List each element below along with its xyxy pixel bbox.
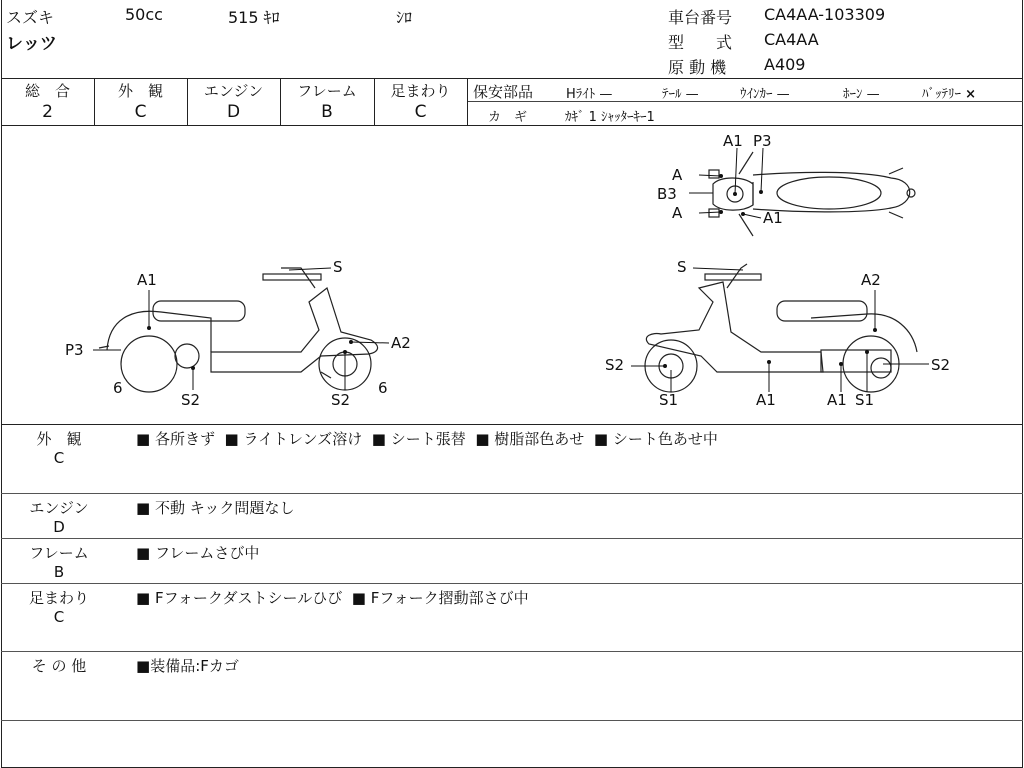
label-left-a2: A2: [391, 334, 411, 352]
label-right-s2-right: S2: [931, 356, 951, 374]
remark-items-engine: ■ 不動 キック問題なし: [136, 499, 295, 517]
remark-grade-exterior: C: [53, 449, 65, 467]
key-value: ｶｷﾞ 1 ｼｬｯﾀｰｷｰ1: [565, 110, 655, 125]
bullet-icon: ■: [351, 589, 366, 607]
label-top-a1-lower: A1: [763, 209, 783, 227]
label-right-s: S: [677, 258, 687, 276]
displacement: 50cc: [125, 5, 163, 24]
label-right-a1-right: A1: [827, 391, 847, 409]
label-right-s1-right: S1: [855, 391, 875, 409]
label-right-s2-left: S2: [605, 356, 625, 374]
label-right-a1-mid: A1: [756, 391, 776, 409]
label-top-b3: B3: [657, 185, 677, 203]
label-left-s2-right: S2: [331, 391, 351, 409]
label-left-a1: A1: [137, 271, 157, 289]
frame-no: CA4AA-103309: [764, 5, 886, 24]
label-left-6-left: 6: [113, 379, 123, 397]
grade-value-suspension: C: [414, 102, 427, 122]
model-name: レッツ: [6, 34, 57, 54]
remark-category-engine: エンジン: [29, 499, 89, 517]
scooter-top-view: [709, 152, 915, 236]
label-left-s: S: [333, 258, 343, 276]
grade-value-engine: D: [226, 102, 241, 122]
label-right-a2: A2: [861, 271, 881, 289]
safety-item-winker: ｳｲﾝｶｰ —: [740, 87, 790, 102]
label-top-p3: P3: [753, 132, 772, 150]
remark-grade-suspension: C: [53, 608, 65, 626]
grade-label-suspension: 足まわり: [390, 82, 451, 100]
label-left-6-right: 6: [378, 379, 388, 397]
scooter-diagram: [1, 126, 1021, 424]
maker: スズキ: [6, 8, 55, 27]
safety-item-headlight: Hﾗｲﾄ —: [566, 87, 613, 102]
bullet-icon: ■: [224, 430, 239, 448]
rule: [1, 720, 1023, 721]
safety-label: 保安部品: [473, 83, 534, 101]
remark-grade-frame: B: [53, 563, 65, 581]
grade-label-overall: 総 合: [24, 82, 70, 100]
mileage: 515 ｷﾛ: [228, 8, 280, 27]
label-top-a-upper: A: [672, 166, 683, 184]
bullet-icon: ■: [371, 430, 386, 448]
rule: [1, 78, 1023, 79]
engine-value: A409: [764, 55, 806, 74]
remark-items-exterior: ■ 各所きず ■ ライトレンズ溶け ■ シート張替 ■ 樹脂部色あせ ■ シート色あせ中: [136, 430, 718, 448]
bullet-icon: ■: [136, 657, 151, 675]
safety-item-tail: ﾃｰﾙ —: [662, 87, 699, 102]
color: ｼﾛ: [396, 8, 413, 27]
label-left-p3: P3: [65, 341, 84, 359]
bullet-icon: ■: [136, 589, 151, 607]
rule: [1, 651, 1023, 652]
key-label: カ ギ: [488, 110, 528, 125]
remark-grade-engine: D: [53, 518, 65, 536]
rule: [1, 493, 1023, 494]
rule: [467, 78, 468, 125]
remark-items-suspension: ■ Fフォークダストシールひび ■ Fフォーク摺動部さび中: [136, 589, 529, 607]
safety-item-horn: ﾎｰﾝ —: [843, 87, 880, 102]
engine-label: 原 動 機: [668, 58, 727, 77]
remark-items-frame: ■ フレームさび中: [136, 544, 260, 562]
bullet-icon: ■: [136, 499, 151, 517]
type-label: 型 式: [668, 33, 733, 52]
remark-category-other: そ の 他: [31, 657, 87, 675]
grade-value-frame: B: [321, 102, 333, 122]
type-value: CA4AA: [764, 30, 819, 49]
bullet-icon: ■: [136, 544, 151, 562]
rule: [1, 424, 1023, 425]
grade-value-exterior: C: [134, 102, 147, 122]
remark-category-suspension: 足まわり: [28, 589, 89, 607]
grade-label-frame: フレーム: [297, 82, 357, 100]
bullet-icon: ■: [593, 430, 609, 448]
label-top-a1: A1: [723, 132, 743, 150]
remark-category-exterior: 外 観: [36, 430, 82, 448]
grade-label-exterior: 外 観: [117, 82, 163, 100]
bullet-icon: ■: [475, 430, 490, 448]
bullet-icon: ■: [136, 430, 151, 448]
safety-item-battery: ﾊﾞｯﾃﾘｰ ×: [922, 87, 977, 102]
rule: [1, 538, 1023, 539]
remark-items-other: ■装備品:Fカゴ: [136, 657, 239, 675]
grade-value-overall: 2: [42, 102, 53, 122]
label-left-s2-left: S2: [181, 391, 201, 409]
remark-category-frame: フレーム: [29, 544, 89, 562]
grade-label-engine: エンジン: [203, 82, 264, 100]
frame-no-label: 車台番号: [668, 8, 733, 27]
rule: [1, 583, 1023, 584]
label-top-a-lower: A: [672, 204, 683, 222]
label-right-s1-left: S1: [659, 391, 679, 409]
